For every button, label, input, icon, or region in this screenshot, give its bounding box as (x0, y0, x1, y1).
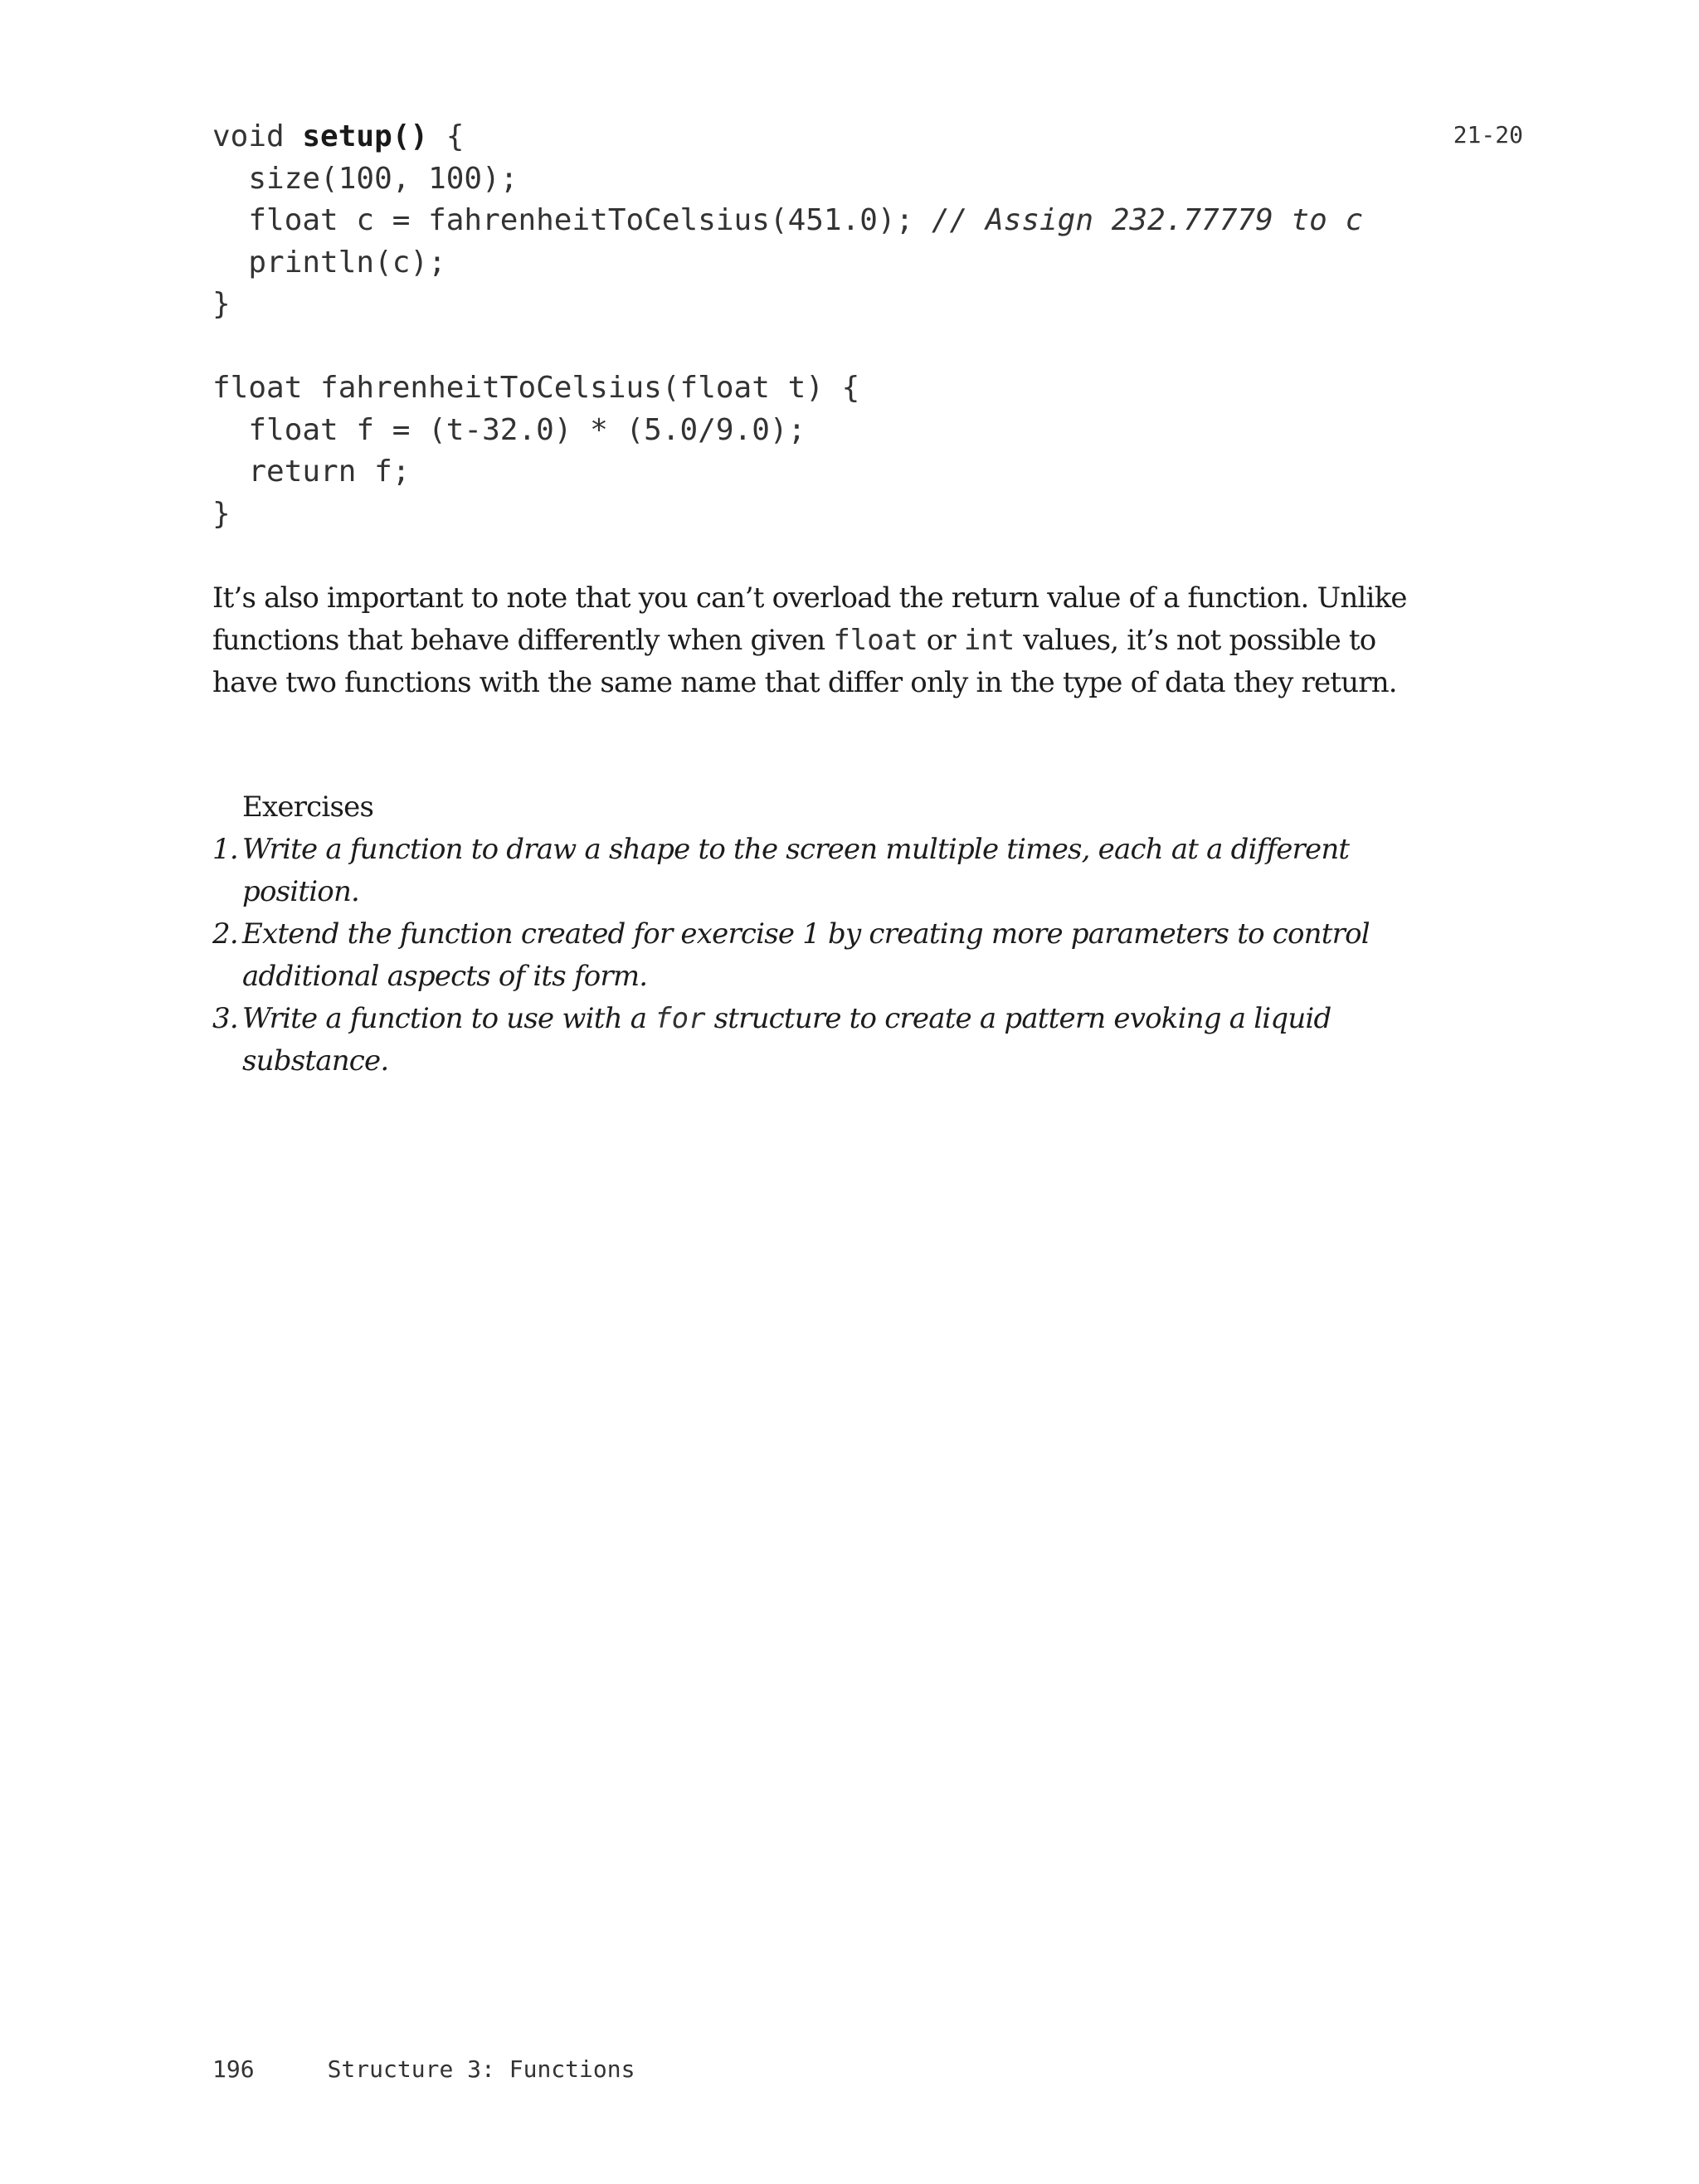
code-brace-open: { (428, 119, 465, 153)
exercise-item (212, 913, 1374, 998)
body-paragraph (212, 577, 1424, 704)
code-function-name-setup: setup() (302, 119, 429, 153)
exercise-item (212, 829, 1374, 913)
footer-page-number: 196 (212, 2055, 255, 2083)
inline-code-int: int (963, 624, 1015, 657)
exercise-item (212, 998, 1374, 1082)
exercise-list (212, 829, 1374, 1082)
exercise-text: structure to create a pattern evoking a liquid substance. (242, 1002, 1331, 1077)
exercises-heading: Exercises (242, 790, 374, 824)
code-line-8: float f = (t-32.0) * (5.0/9.0); (212, 412, 806, 447)
exercise-text: Write a function to draw a shape to the screen multiple times, each at a different position. (242, 833, 1350, 908)
code-keyword-void: void (212, 119, 303, 153)
page-footer (212, 2055, 635, 2083)
code-line-4: println(c); (212, 245, 446, 280)
code-line-10: } (212, 496, 231, 531)
inline-code-float: float (833, 624, 918, 657)
code-line-2: size(100, 100); (212, 161, 518, 196)
paragraph-text: or (918, 624, 964, 657)
exercise-text: Extend the function created for exercise 1 by creating more parameters to control additional aspects of its form. (242, 917, 1370, 993)
exercise-number: 3. (212, 1002, 238, 1035)
code-line-1 (212, 116, 1363, 158)
exercise-number: 2. (212, 917, 238, 951)
code-line-3 (212, 200, 1363, 242)
code-block (212, 116, 1363, 535)
footer-section-title: Structure 3: Functions (327, 2055, 635, 2083)
code-line-6 (212, 326, 1363, 368)
paragraph-text: values, it’s not possible to have two functions with the same name that differ only in the type of data they return. (212, 624, 1397, 699)
code-line-5: } (212, 287, 231, 321)
paragraph-text: It’s also important to note that you can’t overload the return value of a function. Unlike functions that behave differently when given (212, 581, 1407, 657)
code-line-9: return f; (212, 455, 411, 489)
code-comment: // Assign 232.77779 to c (931, 203, 1364, 237)
code-line-7: float fahrenheitToCelsius(float t) { (212, 371, 860, 405)
running-page-number: 21-20 (1453, 121, 1523, 148)
exercise-number: 1. (212, 833, 238, 866)
exercises-section (212, 786, 1374, 1082)
exercise-text: Write a function to use with a (242, 1002, 655, 1035)
code-statement: float c = fahrenheitToCelsius(451.0); (212, 203, 932, 237)
inline-code-for: for (655, 1002, 706, 1035)
